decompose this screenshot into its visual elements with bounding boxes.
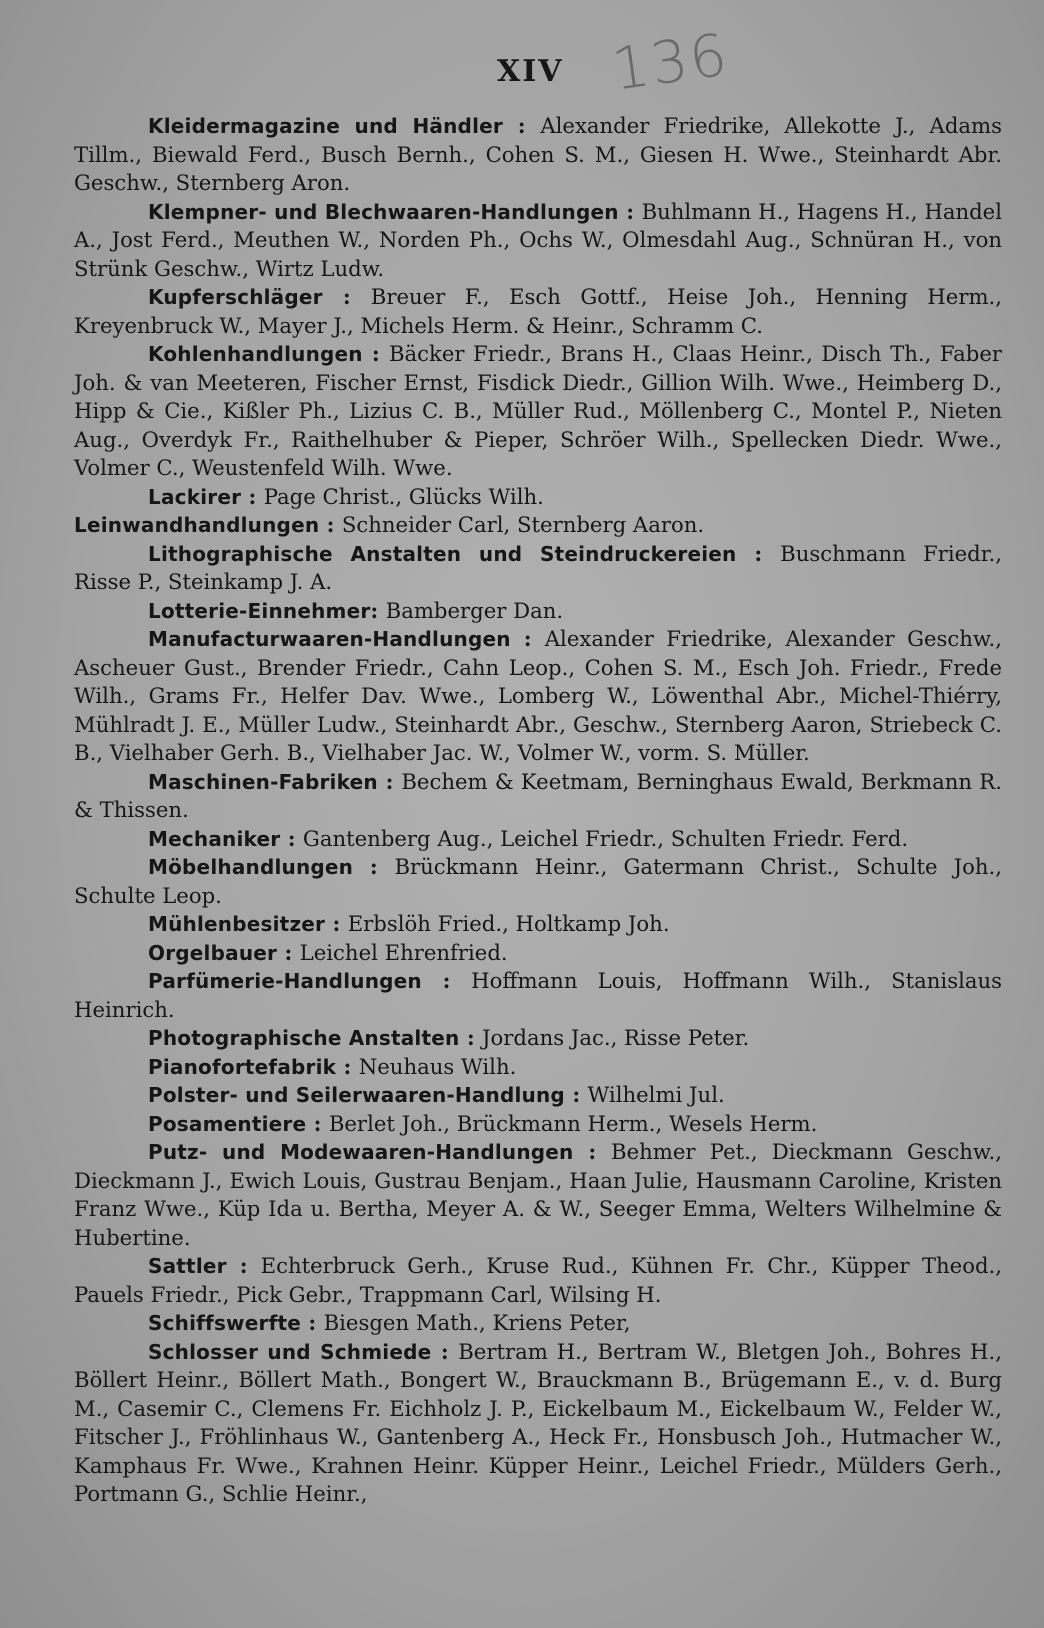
entry-category: Lackirer <box>148 484 242 509</box>
entry-list: Page Christ., Glücks Wilh. <box>263 483 544 509</box>
entry-list: Neuhaus Wilh. <box>358 1053 517 1079</box>
entry-list: Jordans Jac., Risse Peter. <box>482 1025 750 1050</box>
directory-entry <box>74 1309 1002 1338</box>
entry-separator: : <box>573 1139 612 1164</box>
entry-list: Biesgen Math., Kriens Peter, <box>323 1310 631 1335</box>
entry-list: Hoffmann Louis, Hoffmann Wilh., Stanislaus Heinrich. <box>74 968 1002 1022</box>
entry-list: Behmer Pet., Dieckmann Geschw., Dieckmann J., Ewich Louis, Gustrau Benjam., Haan Julie, Hausmann Caroline, Kristen Franz Wwe., Küp Ida u. Bertha, Meyer A. & W., Seeger Emma, Welters Wilhelmine & Hubertine. <box>74 1139 1002 1250</box>
directory-entry <box>74 597 1002 626</box>
entry-category: Mechaniker <box>148 826 281 851</box>
entry-separator: : <box>431 1338 459 1364</box>
entry-category: Lithographische Anstalten und Steindruckereien <box>148 541 737 566</box>
entry-list: Bechem & Keetmam, Berninghaus Ewald, Berkmann R. & Thissen. <box>74 768 1002 822</box>
entry-separator: : <box>736 540 781 566</box>
entry-category: Manufacturwaaren-Handlungen <box>148 627 511 651</box>
entry-category: Lotterie-Einnehmer <box>148 598 371 623</box>
entry-category: Schlosser und Schmiede <box>148 1339 432 1364</box>
directory-entry <box>74 1110 1002 1139</box>
entry-separator: : <box>325 911 348 936</box>
entry-separator: : <box>377 768 402 794</box>
entry-separator: : <box>370 597 386 623</box>
entry-list: Leichel Ehrenfried. <box>299 939 508 965</box>
directory-entry <box>74 283 1002 340</box>
directory-entry <box>74 198 1002 284</box>
directory-entry <box>74 825 1002 854</box>
entry-list: Buschmann Friedr., Risse P., Steinkamp J. A. <box>74 540 1002 594</box>
directory-entry <box>74 967 1002 1024</box>
directory-entry <box>74 853 1002 910</box>
directory-entry <box>74 483 1002 512</box>
entry-list: Breuer F., Esch Gottf., Heise Joh., Henning Herm., Kreyenbruck W., Mayer J., Michels Herm. & Heinr., Schramm C. <box>74 284 1003 338</box>
entry-category: Photographische Anstalten <box>148 1026 460 1050</box>
entry-separator: : <box>421 968 472 993</box>
entry-separator: : <box>277 939 300 965</box>
entry-list: Schneider Carl, Sternberg Aaron. <box>341 512 705 537</box>
entry-category: Maschinen-Fabriken <box>148 769 378 794</box>
entry-list: Bäcker Friedr., Brans H., Claas Heinr., Disch Th., Faber Joh. & van Meeteren, Fischer Ernst, Fisdick Diedr., Gillion Wilh. Wwe., Heimberg D., Hipp & Cie., Kißler Ph., Lizius C. B., Müller Rud., Möllenberg C., Montel P., Nieten Aug., Overdyk Fr., Raithelhuber & Pieper, Schröer Wilh., Spellecken Diedr. Wwe., Volmer C., Weustenfeld Wilh. Wwe. <box>74 341 1002 480</box>
directory-entry <box>74 625 1002 768</box>
entry-separator: : <box>564 1082 588 1107</box>
entry-list: Erbslöh Fried., Holtkamp Joh. <box>347 911 670 936</box>
entry-category: Klempner- und Blechwaaren-Handlungen <box>148 199 619 224</box>
directory-entry <box>74 1338 1002 1509</box>
entry-list: Echterbruck Gerh., Kruse Rud., Kühnen Fr. Chr., Küpper Theod., Pauels Friedr., Pick Gebr., Trappmann Carl, Wilsing H. <box>74 1253 1003 1307</box>
entry-list: Gantenberg Aug., Leichel Friedr., Schulten Friedr. Ferd. <box>302 825 909 851</box>
entry-separator: : <box>353 854 395 879</box>
entry-category: Kleidermagazine und Händler <box>148 114 503 138</box>
page-number: XIV <box>497 54 564 89</box>
entry-separator: : <box>502 113 541 138</box>
directory-entry <box>74 939 1002 968</box>
entry-list: Alexander Friedrike, Allekotte J., Adams Tillm., Biewald Ferd., Busch Bernh., Cohen S. M., Giesen H. Wwe., Steinhardt Abr. Geschw., Sternberg Aron. <box>74 113 1002 195</box>
entry-list: Berlet Joh., Brückmann Herm., Wesels Herm. <box>328 1110 818 1136</box>
directory-entry <box>74 1081 1002 1110</box>
entry-category: Sattler <box>148 1254 227 1278</box>
directory-entry <box>74 540 1002 597</box>
entry-category: Pianofortefabrik <box>148 1054 337 1079</box>
entry-separator: : <box>362 341 389 366</box>
entry-separator: : <box>301 1310 324 1335</box>
entry-category: Möbelhandlungen <box>148 855 354 879</box>
entry-separator: : <box>226 1253 261 1278</box>
entry-category: Kohlenhandlungen <box>148 342 363 366</box>
entry-separator: : <box>241 483 264 509</box>
directory-entry <box>74 340 1002 483</box>
directory-entry <box>74 1024 1002 1053</box>
entry-list: Bertram H., Bertram W., Bletgen Joh., Bohres H., Böllert Heinr., Böllert Math., Bongert W., Brauckmann B., Brügemann E., v. d. Burg M., Casemir C., Clemens Fr. Eichholz J. P., Eickelbaum M., Eickelbaum W., Felder W., Fitscher J., Fröhlinhaus W., Gantenberg A., Heck Fr., Honsbusch Joh., Hutmacher W., Kamphaus Fr. Wwe., Krahnen Heinr. Küpper Heinr., Leichel Friedr., Mülders Gerh., Portmann G., Schlie Heinr., <box>74 1338 1003 1506</box>
entry-list: Buhlmann H., Hagens H., Handel A., Jost Ferd., Meuthen W., Norden Ph., Ochs W., Olmesdahl Aug., Schnüran H., von Strünk Geschw., Wirtz Ludw. <box>74 198 1002 281</box>
directory-entry <box>74 112 1002 198</box>
entry-list: Brückmann Heinr., Gatermann Christ., Schulte Joh., Schulte Leop. <box>74 854 1002 908</box>
entry-separator: : <box>280 825 303 851</box>
entry-list: Alexander Friedrike, Alexander Geschw., Ascheuer Gust., Brender Friedr., Cahn Leop., Cohen S. M., Esch Joh. Friedr., Frede Wilh., Grams Fr., Helfer Dav. Wwe., Lomberg W., Löwenthal Abr., Michel-Thiérry, Mühlradt J. E., Müller Ludw., Steinhardt Abr., Geschw., Sternberg Aaron, Striebeck C. B., Vielhaber Gerh. B., Vielhaber Jac. W., Volmer W., vorm. S. Müller. <box>74 626 1003 765</box>
entry-separator: : <box>306 1110 329 1136</box>
handwritten-archive-number: 136 <box>607 20 733 104</box>
entry-category: Parfümerie-Handlungen <box>148 969 422 993</box>
directory-listing <box>74 112 1002 1509</box>
entry-separator: : <box>459 1025 483 1050</box>
entry-category: Leinwandhandlungen <box>74 513 320 537</box>
entry-separator: : <box>510 626 545 651</box>
entry-separator: : <box>319 512 342 537</box>
entry-category: Mühlenbesitzer <box>148 912 326 936</box>
entry-category: Posamentiere <box>148 1111 307 1136</box>
directory-entry <box>74 768 1002 825</box>
entry-list: Wilhelmi Jul. <box>587 1082 725 1107</box>
directory-entry <box>74 1053 1002 1082</box>
directory-entry <box>74 1138 1002 1252</box>
entry-category: Orgelbauer <box>148 940 278 965</box>
entry-separator: : <box>322 284 371 309</box>
entry-category: Schiffswerfte <box>148 1311 301 1335</box>
entry-category: Kupferschläger <box>148 285 323 309</box>
directory-entry <box>74 511 1002 540</box>
directory-entry <box>74 910 1002 939</box>
page-header <box>0 20 1044 104</box>
entry-category: Polster- und Seilerwaaren-Handlung <box>148 1083 565 1107</box>
entry-separator: : <box>336 1053 359 1079</box>
entry-category: Putz- und Modewaaren-Handlungen <box>148 1140 574 1164</box>
directory-entry <box>74 1252 1002 1309</box>
entry-list: Bamberger Dan. <box>385 597 564 623</box>
entry-separator: : <box>618 198 642 224</box>
